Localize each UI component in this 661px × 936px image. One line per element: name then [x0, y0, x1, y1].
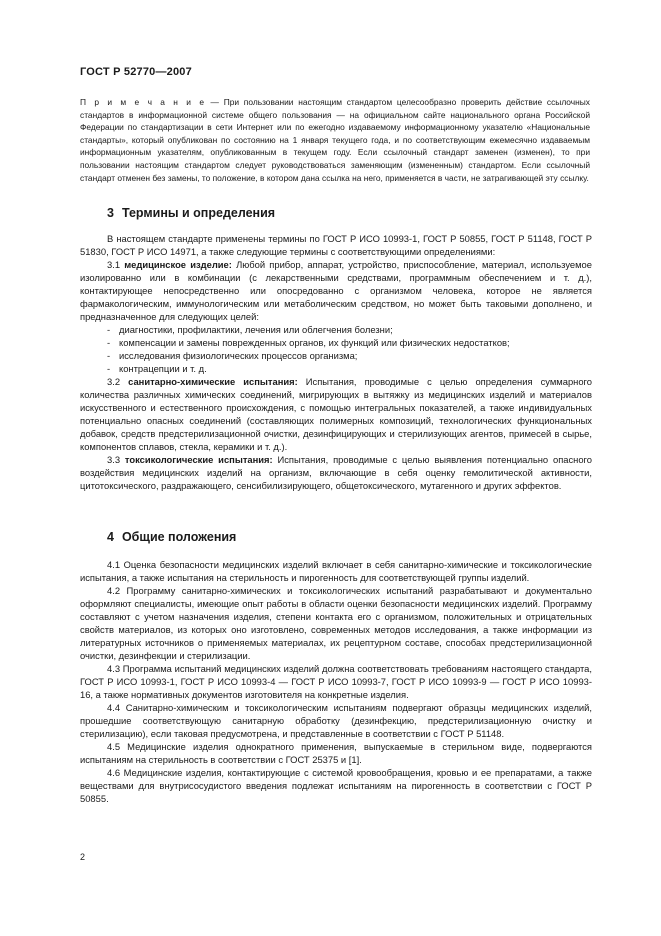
term-3-3-name: токсикологические испытания: [124, 454, 273, 465]
list-item-text: диагностики, профилактики, лечения или облегчения болезни; [119, 324, 393, 335]
list-item: - компенсации и замены поврежденных органов, их функций или физических недостатков; [107, 337, 510, 348]
term-3-1-number: 3.1 [107, 259, 121, 270]
paragraph-4-5: 4.5 Медицинские изделия однократного применения, выпускаемые в стерильном виде, подвергаются испытаниям на стерильность в соответствии с ГОСТ 25375 и [1]. [80, 741, 592, 765]
list-item: - контрацепции и т. д. [107, 363, 207, 374]
term-3-2-name: санитарно-химические испытания: [128, 376, 298, 387]
term-3-2-definition: Испытания, проводимые с целью определения суммарного количества различных химических соединений, мигрирующих в вытяжку из медицинских изделий и материалов искусственного и естественного происхождения, с помощью интегральных показателей, а также индивидуальных потенциально опасных соединений (составляющих полимерных композиций, технологических функциональных добавок, средств предстерилизационной очистки, дезинфицирующих и стерилизующих агентов, примесей в сырье, компонентов сплавов, стекла, керамики и т. д.). [80, 376, 592, 452]
note-label: П р и м е ч а н и е [80, 97, 206, 107]
section-3-heading [107, 206, 275, 220]
section-3-title: Термины и определения [121, 206, 276, 220]
section-3-body [80, 232, 592, 492]
term-3-1 [80, 258, 592, 323]
term-3-2-number: 3.2 [107, 376, 121, 387]
paragraph-4-6: 4.6 Медицинские изделия, контактирующие с системой кровообращения, кровью и ее препаратами, а также веществами для внутрисосудистого введения подлежат испытаниям на пирогенность в соответствии с ГОСТ Р 50855. [80, 767, 592, 804]
paragraph-4-3: 4.3 Программа испытаний медицинских изделий должна соответствовать требованиям настоящего стандарта, ГОСТ Р ИСО 10993-1, ГОСТ Р ИСО 10993-4 — ГОСТ Р ИСО 10993-7, ГОСТ Р ИСО 10993-9 — ГОСТ Р ИСО 10993-16, а также нормативных документов изготовителя на конкретные изделия. [80, 663, 592, 700]
term-3-3-definition: Испытания, проводимые с целью выявления потенциально опасного воздействия медицинских изделий на организм, включающие в себя оценку гемолитической активности, цитотоксического, раздражающего, сенсибилизирующего, общетоксического, мутагенного и других эффектов. [80, 454, 592, 491]
section-3-intro: В настоящем стандарте применены термины по ГОСТ Р ИСО 10993-1, ГОСТ Р 50855, ГОСТ Р 51148, ГОСТ Р 51830, ГОСТ Р ИСО 14971, а также следующие термины с соответствующими определениями: [80, 233, 592, 257]
term-3-1-name: медицинское изделие: [124, 259, 232, 270]
note-text: — При пользовании настоящим стандартом целесообразно проверить действие ссылочных стандартов в информационной системе общего пользования — на официальном сайте национального органа Российской Федерации по стандартизации в сети Интернет или по ежегодно издаваемому информационному указателю «Национальные стандарты», который опубликован по состоянию на 1 января текущего года, и по соответствующим ежемесячно издаваемым информационным указателям, опубликованным в текущем году. Если ссылочный стандарт заменен (изменен), то при пользовании настоящим стандартом следует руководствоваться заменяющим (измененным) стандартом. Если ссылочный стандарт отменен без замены, то положение, в котором дана ссылка на него, применяется в части, не затрагивающей эту ссылку. [80, 97, 590, 183]
note-block [80, 96, 590, 184]
document-header: ГОСТ Р 52770—2007 [80, 66, 192, 78]
list-item: - исследования физиологических процессов организма; [107, 350, 358, 361]
term-3-3-number: 3.3 [107, 454, 121, 465]
section-4-heading [107, 530, 236, 544]
section-4-number: 4 [107, 530, 114, 544]
section-4-body [80, 558, 592, 805]
list-item: - диагностики, профилактики, лечения или облегчения болезни; [107, 324, 393, 335]
term-3-1-definition: Любой прибор, аппарат, устройство, приспособление, материал, используемое изолированно или в комбинации (с лекарственными средствами, программным обеспечением и т. д.), контактирующее непосредственно или опосредованно с организмом человека, которое не является фармакологическим, иммунологическим или метаболическим средством, но может быть таковыми дополнено, и предназначенное для следующих целей: [80, 259, 592, 322]
section-3-number: 3 [107, 206, 114, 220]
list-item-text: компенсации и замены поврежденных органов, их функций или физических недостатков; [119, 337, 510, 348]
list-item-text: исследования физиологических процессов организма; [119, 350, 358, 361]
term-3-3 [80, 453, 592, 492]
paragraph-4-1: 4.1 Оценка безопасности медицинских изделий включает в себя санитарно-химические и токсикологические испытания, а также испытания на стерильность и пирогенность для соответствующей группы изделий. [80, 559, 592, 583]
paragraph-4-4: 4.4 Санитарно-химическим и токсикологическим испытаниям подвергают образцы медицинских изделий, прошедшие соответствующую санитарную обработку (дезинфекцию, предстерилизационную очистку и стерилизацию), если таковая предусмотрена, и представленные в соответствии с ГОСТ Р 51148. [80, 702, 592, 739]
list-item-text: контрацепции и т. д. [119, 363, 207, 374]
section-4-title: Общие положения [121, 530, 237, 544]
term-3-2 [80, 375, 592, 453]
paragraph-4-2: 4.2 Программу санитарно-химических и токсикологических испытаний разрабатывают и документально оформляют специалисты, имеющие опыт работы в области оценки безопасности медицинских изделий. Программу составляют с учетом назначения изделия, степени контакта его с организмом, положительных и отрицательных свойств материалов, из которых оно изготовлено, современных методов исследования, а также информации из литературных источников о применяемых материалах, их рецептурном составе, способах предстерилизационной очистки, дезинфекции и стерилизации. [80, 585, 592, 661]
page-number: 2 [80, 852, 86, 862]
purpose-list [80, 323, 592, 375]
note-paragraph [80, 96, 590, 184]
